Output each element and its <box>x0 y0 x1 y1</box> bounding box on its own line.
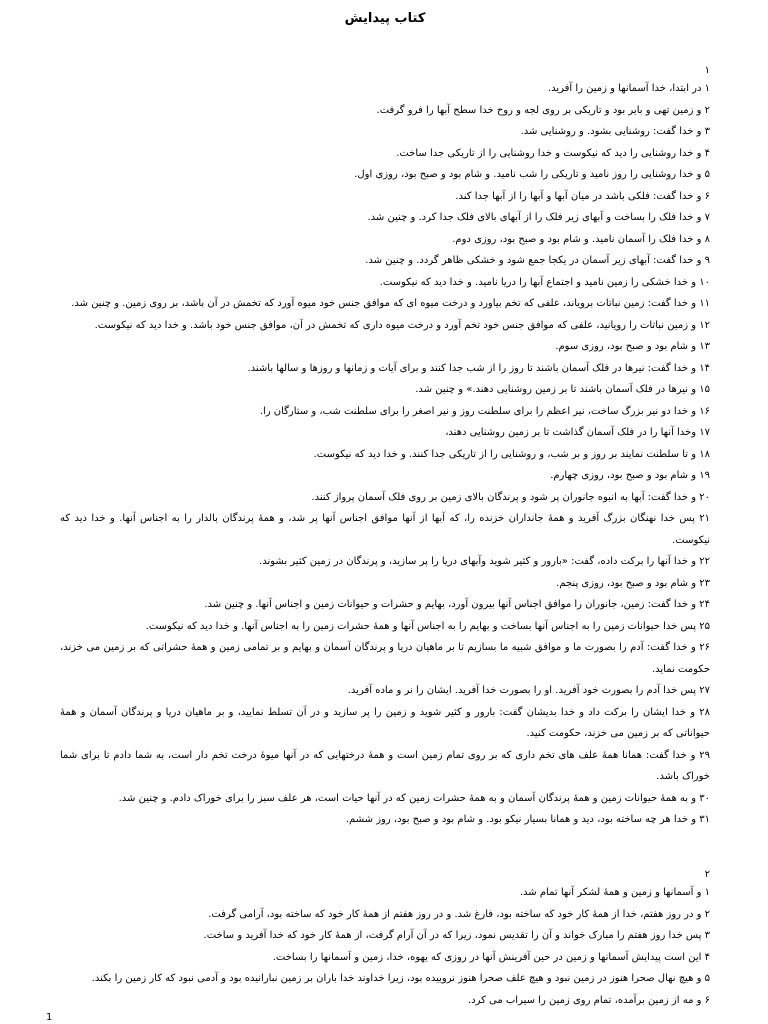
verse: ۱ در ابتدا، خدا آسمانها و زمین را آفرید. <box>547 83 710 94</box>
verse: ۱۵ و نیرها در فلک آسمان باشند تا بر زمین روشنایی دهند.» و چنین شد. <box>415 384 710 395</box>
verse: ۸ و خدا فلک را آسمان نامید. و شام بود و صبح بود، روزی دوم. <box>452 233 710 245</box>
verse: ۱۷ وخدا آنها را در فلک آسمان گذاشت تا بر زمین روشنایی دهند، <box>445 427 710 438</box>
verse: ۶ و مه از زمین برآمده، تمام روی زمین را سیراب می کرد. <box>467 994 710 1006</box>
verse: ۲۹ و خدا گفت: همانا همهٔ علف های تخم داری که بر روی تمام زمین است و همهٔ درختهایی که در آنها میوهٔ درخت تخم دار است، به شما دادم تا برای شما خوراک باشد. <box>60 749 710 782</box>
verse: ۱۸ و تا سلطنت نمایند بر روز و بر شب، و روشنایی را از تاریکی جدا کنند. و خدا دید که نیکوست. <box>313 448 710 460</box>
verse: ۳ و خدا گفت: روشنایی بشود. و روشنایی شد. <box>520 126 710 137</box>
verse: ۵ و هیچ نهال صحرا هنوز در زمین نبود و هیچ علف صحرا هنوز نروییده بود، زیرا خداوند خدا باران بر زمین نبارانیده بود و آدمی نبود که کار زمین را بکند. <box>91 973 710 984</box>
verse: ۱۱ و خدا گفت: زمین نباتات برویاند، علفی که تخم بیاورد و درخت میوه ای که موافق جنس خود میوه آورد که تخمش در آن باشد، بر روی زمین. و چنین شد. <box>71 298 710 309</box>
verse: ۱۶ و خدا دو نیر بزرگ ساخت، نیر اعظم را برای سلطنت روز و نیر اصغر را برای سلطنت شب، و ستارگان را. <box>259 405 710 417</box>
verse: ۱ و آسمانها و زمین و همهٔ لشکر آنها تمام شد. <box>519 887 710 898</box>
page-number: 1 <box>46 1012 53 1023</box>
verse: ۲۵ پس خدا حیوانات زمین را به اجناس آنها بساخت و بهایم را به اجناس آنها و همهٔ حشرات زمین را به اجناس آنها. و خدا دید که نیکوست. <box>145 620 710 632</box>
verse: ۳۱ و خدا هر چه ساخته بود، دید و همانا بسیار نیکو بود. و شام بود و صبح بود، روز ششم. <box>345 814 710 825</box>
verse: ۲۶ و خدا گفت: آدم را بصورت ما و موافق شبیه ما بسازیم تا بر ماهیان دریا و پرندگان آسمان و بهایم و بر تمامی زمین و همهٔ حشراتی که بر زمین می خزند، حکومت نماید. <box>60 642 710 675</box>
verse: ۲ و زمین تهی و بایر بود و تاریکی بر روی لجه و روح خدا سطح آبها را فرو گرفت. <box>376 104 710 116</box>
chapter-2-verses <box>60 882 710 1011</box>
verse: ۱۰ و خدا خشکی را زمین نامید و اجتماع آبها را دریا نامید. و خدا دید که نیکوست. <box>379 276 710 288</box>
verse: ۶ و خدا گفت: فلکی باشد در میان آبها و آبها را از آبها جدا کند. <box>455 190 710 202</box>
verse: ۱۳ و شام بود و صبح بود، روزی سوم. <box>555 341 710 352</box>
verse: ۴ این است پیدایش آسمانها و زمین در حین آفرینش آنها در روزی که یهوه، خدا، زمین و آسمانها را بساخت. <box>272 951 710 963</box>
chapter-number: ۲ <box>704 869 710 880</box>
verse: ۴ و خدا روشنایی را دید که نیکوست و خدا روشنایی را از تاریکی جدا ساخت. <box>396 147 710 159</box>
verse: ۱۹ و شام بود و صبح بود، روزی چهارم. <box>550 470 710 481</box>
verse: ۵ و خدا روشنایی را روز نامید و تاریکی را شب نامید. و شام بود و صبح بود، روزی اول. <box>354 169 710 180</box>
verse: ۹ و خدا گفت: آبهای زیر آسمان در یکجا جمع شود و خشکی ظاهر گردد. و چنین شد. <box>365 255 710 266</box>
verse: ۷ و خدا فلک را بساخت و آبهای زیر فلک را از آبهای بالای فلک جدا کرد. و چنین شد. <box>367 212 710 223</box>
verse: ۳۰ و به همهٔ حیوانات زمین و همهٔ پرندگان آسمان و به همهٔ حشرات زمین که در آنها حیات است، هر علف سبز را برای خوراک دادم. و چنین شد. <box>118 792 710 804</box>
chapter-1-verses <box>60 78 710 831</box>
verse: ۱۲ و زمین نباتات را رویانید، علفی که موافق جنس خود تخم آورد و درخت میوه داری که تخمش در آن، موافق جنس خود باشد. و خدا دید که نیکوست. <box>94 319 710 331</box>
verse: ۲۲ و خدا آنها را برکت داده، گفت: «بارور و کثیر شوید وآبهای دریا را پر سازید، و پرندگان در زمین کثیر بشوند. <box>259 556 710 567</box>
verse: ۲۰ و خدا گفت: آبها به انبوه جانوران پر شود و پرندگان بالای زمین بر روی فلک آسمان پرواز کنند. <box>311 491 710 503</box>
document-page <box>60 0 710 1024</box>
verse: ۳ پس خدا روز هفتم را مبارک خواند و آن را تقدیس نمود، زیرا که در آن آرام گرفت، از همهٔ کار خود که خدا آفرید و ساخت. <box>203 930 710 941</box>
verse: ۲۱ پس خدا نهنگان بزرگ آفرید و همهٔ جانداران خزنده را، که آبها از آنها موافق اجناس آنها پر شد، و همهٔ پرندگان بالدار را به اجناس آنها. و خدا دید که نیکوست. <box>60 513 710 546</box>
verse: ۲ و در روز هفتم، خدا از همهٔ کار خود که ساخته بود، فارغ شد. و در روز هفتم از همهٔ کار خود که ساخته بود، آرامی گرفت. <box>208 908 710 920</box>
verse: ۲۴ و خدا گفت: زمین، جانوران را موافق اجناس آنها بیرون آورد، بهایم و حشرات و حیوانات زمین و اجناس آنها. و چنین شد. <box>204 599 710 610</box>
chapter-number: ۱ <box>704 65 710 76</box>
verse: ۲۷ پس خدا آدم را بصورت خود آفرید. او را بصورت خدا آفرید. ایشان را نر و ماده آفرید. <box>347 685 710 696</box>
verse: ۲۳ و شام بود و صبح بود، روزی پنجم. <box>556 577 710 589</box>
verse: ۱۴ و خدا گفت: نیرها در فلک آسمان باشند تا روز را از شب جدا کنند و برای آیات و زمانها و روزها و سالها باشند. <box>247 362 710 374</box>
page-title: کتاب پیدایش <box>344 11 426 26</box>
verse: ۲۸ و خدا ایشان را برکت داد و خدا بدیشان گفت: بارور و کثیر شوید و زمین را پر سازید و در آن تسلط نمایید، و بر ماهیان دریا و پرندگان آسمان و همهٔ حیواناتی که بر زمین می خزند، حکومت کنید. <box>60 706 710 739</box>
